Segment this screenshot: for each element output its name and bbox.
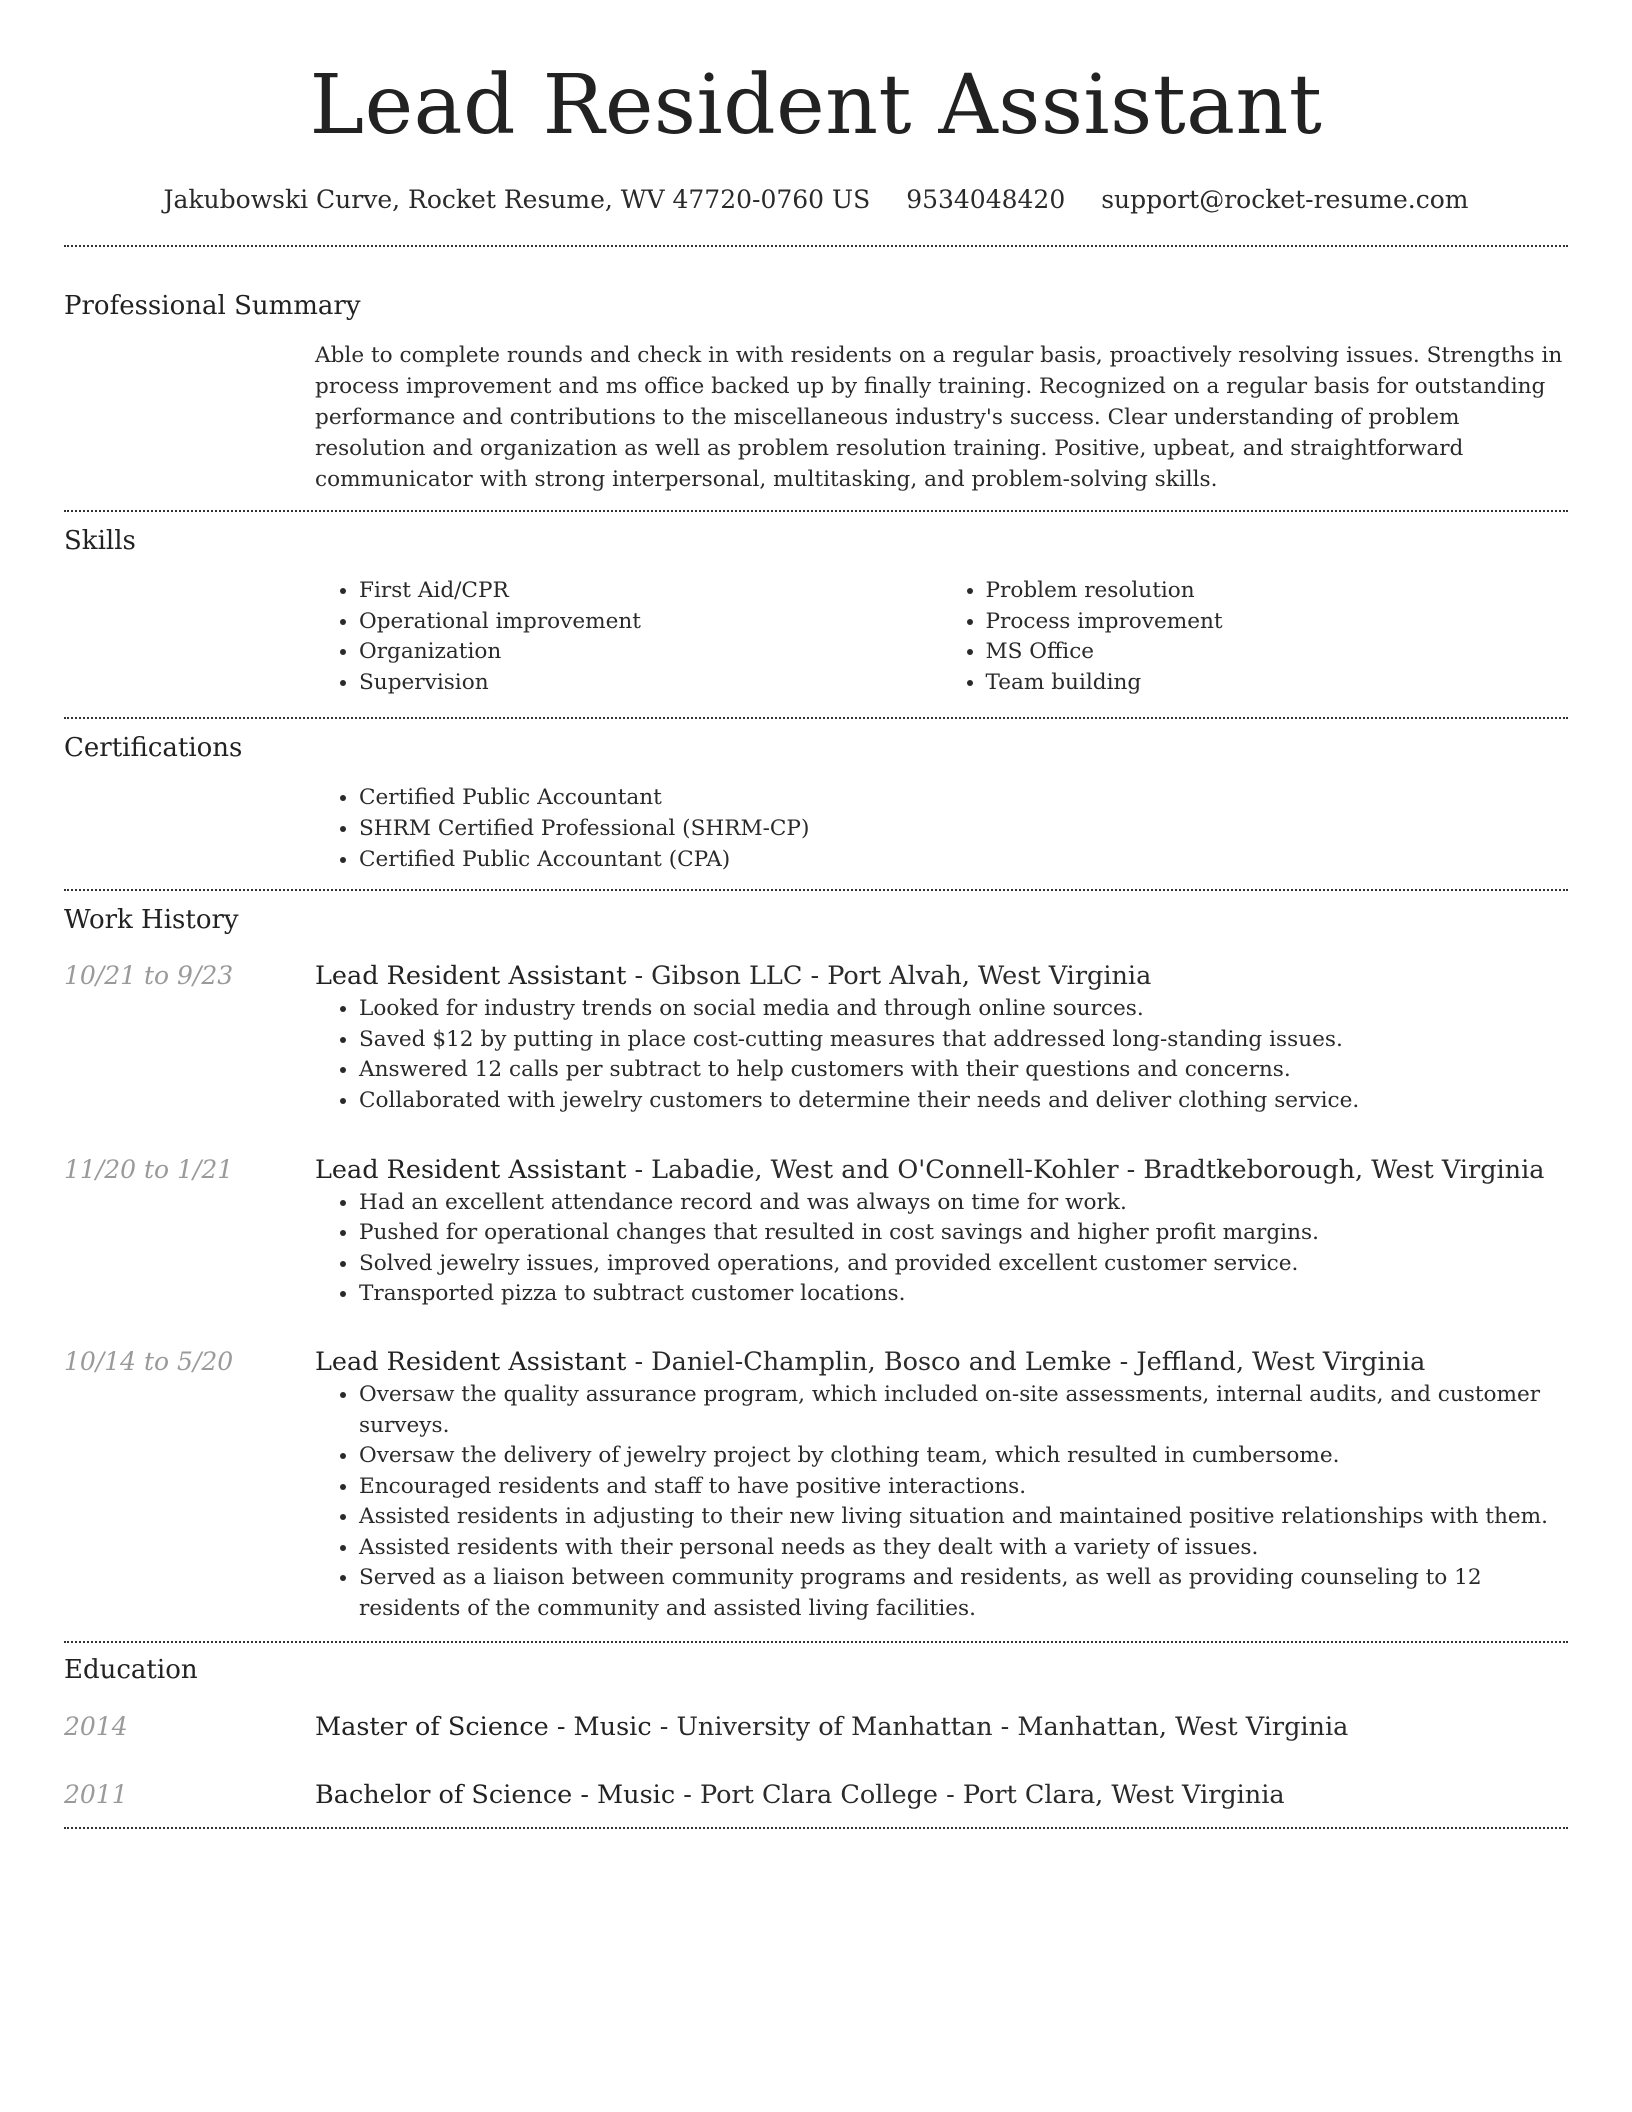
job-location: Port Alvah, West Virginia [827, 961, 1152, 992]
resume-title: Lead Resident Assistant [309, 58, 1323, 153]
section-heading: Certifications [64, 733, 243, 764]
education-entry [64, 1777, 1568, 1827]
contact-address: Jakubowski Curve, Rocket Resume, WV 47720-0760 US [163, 185, 871, 214]
job-dates: 11/20 to 1/21 [64, 1154, 234, 1184]
job-role: Lead Resident Assistant [315, 961, 627, 992]
skill-item: • Process improvement [986, 607, 1569, 638]
section-heading: Professional Summary [64, 291, 361, 321]
skill-item: • Supervision [359, 668, 942, 699]
section-professional-summary [64, 247, 1568, 510]
section-certifications [64, 719, 1568, 889]
job-bullet: • Pushed for operational changes that resulted in cost savings and higher profit margins. [359, 1218, 1568, 1249]
separator: - [1111, 1346, 1137, 1377]
section-education [64, 1643, 1568, 1827]
education-line [315, 1709, 1568, 1745]
job-role: Lead Resident Assistant [315, 1154, 627, 1185]
job-entry [64, 1344, 1568, 1625]
skill-item: • MS Office [986, 637, 1569, 668]
job-title-line [315, 1152, 1568, 1188]
skills-list-right [942, 576, 1569, 698]
job-bullets [315, 1380, 1568, 1625]
certification-item: • Certified Public Accountant (CPA) [359, 845, 1568, 876]
certifications-list [315, 783, 1568, 875]
separator: - [802, 961, 828, 992]
education-school: Port Clara College [699, 1779, 939, 1810]
job-company: Labadie, West and O'Connell-Kohler [651, 1154, 1119, 1185]
summary-text: Able to complete rounds and check in with residents on a regular basis, proactively resolving issues. Strengths in process improvement and ms office backed up by finally training. Recognized on a regular basis for outstanding performance and contributions to the miscellaneous industry's success. Clear understanding of problem resolution and organization as well as problem resolution training. Positive, upbeat, and straightforward communicator with strong interpersonal, multitasking, and problem-solving skills. [315, 343, 1563, 492]
education-line [315, 1777, 1568, 1813]
job-bullet: • Solved jewelry issues, improved operations, and provided excellent customer service. [359, 1249, 1568, 1280]
job-bullet: • Assisted residents with their personal needs as they dealt with a variety of issues. [359, 1533, 1568, 1564]
separator: - [938, 1779, 963, 1810]
education-entry [64, 1709, 1568, 1745]
separator: - [992, 1711, 1018, 1742]
separator: - [1118, 1154, 1144, 1185]
separator: - [626, 961, 652, 992]
job-dates: 10/14 to 5/20 [64, 1346, 234, 1376]
section-heading: Education [64, 1654, 198, 1685]
education-school: University of Manhattan [676, 1711, 993, 1742]
education-year: 2014 [64, 1711, 128, 1741]
job-bullet: • Had an excellent attendance record and was always on time for work. [359, 1188, 1568, 1219]
job-bullets [315, 994, 1568, 1116]
contact-line [64, 182, 1568, 218]
job-bullet: • Transported pizza to subtract customer locations. [359, 1279, 1568, 1310]
job-bullet: • Encouraged residents and staff to have positive interactions. [359, 1472, 1568, 1503]
job-bullet: • Oversaw the quality assurance program, which included on-site assessments, internal audits, and customer surveys. [359, 1380, 1568, 1441]
skill-item: • Team building [986, 668, 1569, 699]
job-location: Jeffland, West Virginia [1136, 1346, 1426, 1377]
certification-item: • SHRM Certified Professional (SHRM-CP) [359, 814, 1568, 845]
job-entry [64, 958, 1568, 1116]
job-dates: 10/21 to 9/23 [64, 961, 234, 991]
skill-item: • Operational improvement [359, 607, 942, 638]
job-bullets [315, 1188, 1568, 1310]
divider [64, 1827, 1568, 1829]
job-title-line [315, 1344, 1568, 1380]
education-location: Port Clara, West Virginia [962, 1779, 1285, 1810]
section-skills [64, 512, 1568, 717]
section-work-history [64, 891, 1568, 1641]
job-company: Gibson LLC [651, 961, 803, 992]
job-location: Bradtkeborough, West Virginia [1143, 1154, 1545, 1185]
education-degree: Master of Science - Music [315, 1711, 652, 1742]
contact-phone: 9534048420 [906, 185, 1066, 214]
job-role: Lead Resident Assistant [315, 1346, 627, 1377]
job-bullet: • Oversaw the delivery of jewelry project by clothing team, which resulted in cumbersome. [359, 1441, 1568, 1472]
skills-grid [315, 576, 1568, 717]
job-entry [64, 1152, 1568, 1310]
job-bullet: • Looked for industry trends on social media and through online sources. [359, 994, 1568, 1025]
job-bullet: • Answered 12 calls per subtract to help customers with their questions and concerns. [359, 1055, 1568, 1086]
job-bullet: • Assisted residents in adjusting to their new living situation and maintained positive relationships with them. [359, 1502, 1568, 1533]
section-heading: Skills [64, 526, 136, 556]
job-title-line [315, 958, 1568, 994]
education-degree: Bachelor of Science - Music [315, 1779, 676, 1810]
education-year: 2011 [64, 1779, 128, 1809]
skills-list-left [315, 576, 942, 698]
separator: - [651, 1711, 677, 1742]
separator: - [626, 1154, 652, 1185]
certification-item: • Certified Public Accountant [359, 783, 1568, 814]
job-bullet: • Served as a liaison between community programs and residents, as well as providing counseling to 12 residents of the community and assisted living facilities. [359, 1563, 1568, 1624]
education-location: Manhattan, West Virginia [1017, 1711, 1349, 1742]
separator: - [626, 1346, 652, 1377]
section-heading: Work History [64, 905, 239, 936]
contact-email: support@rocket-resume.com [1101, 185, 1469, 214]
skill-item: • Organization [359, 637, 942, 668]
job-bullet: • Collaborated with jewelry customers to determine their needs and deliver clothing service. [359, 1086, 1568, 1117]
separator: - [675, 1779, 700, 1810]
job-bullet: • Saved $12 by putting in place cost-cutting measures that addressed long-standing issues. [359, 1025, 1568, 1056]
skill-item: • Problem resolution [986, 576, 1569, 607]
skill-item: • First Aid/CPR [359, 576, 942, 607]
job-company: Daniel-Champlin, Bosco and Lemke [651, 1346, 1112, 1377]
